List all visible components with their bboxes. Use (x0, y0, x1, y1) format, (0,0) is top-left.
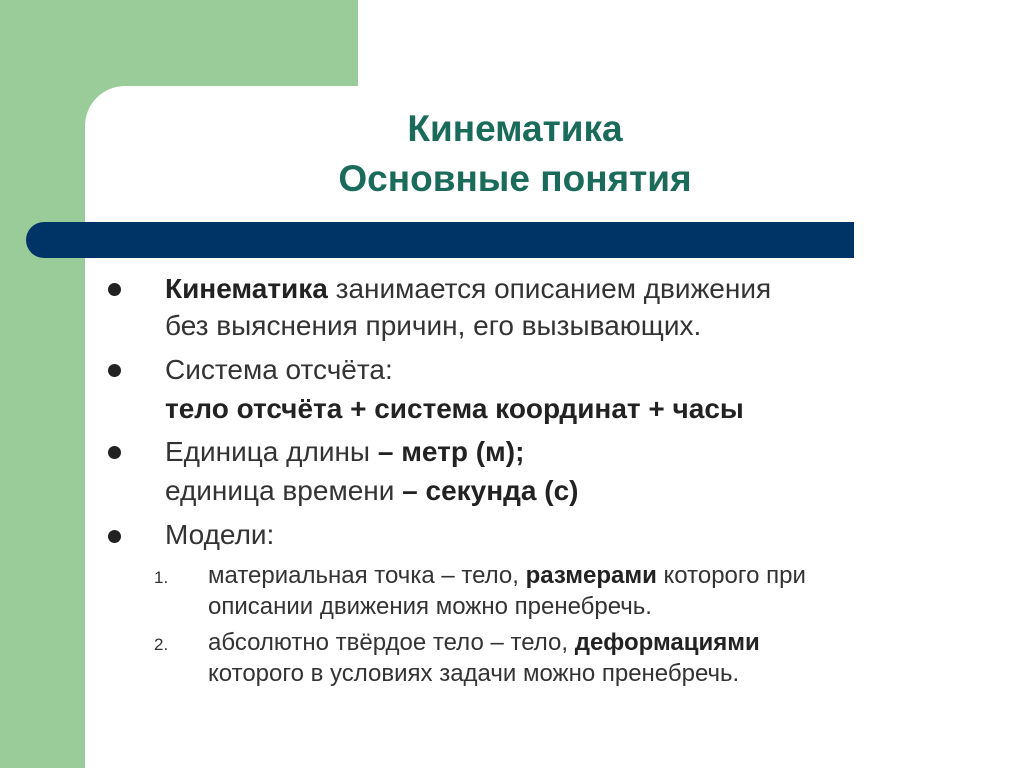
bullet-dot (108, 364, 121, 377)
bullet-dot (108, 446, 121, 459)
model-2-number: 2. (154, 635, 169, 654)
bullet-3-time-label: единица времени (165, 475, 403, 506)
model-1-keyword: размерами (525, 562, 657, 589)
title-line-2: Основные понятия (338, 158, 692, 199)
bullet-1-line-1 (165, 269, 771, 309)
bullet-1-term: Кинематика (165, 273, 328, 304)
bullet-dot (108, 283, 121, 296)
bullet-3-line-1 (165, 432, 524, 472)
model-2-keyword: деформациями (574, 629, 760, 656)
bullet-2-line-2 (165, 389, 744, 429)
title-line-1: Кинематика (407, 108, 623, 149)
model-1-line-1 (208, 559, 806, 593)
bullet-4-line-1: Модели: (165, 519, 275, 550)
bullet-1-line-2: без выяснения причин, его вызывающих. (165, 310, 702, 341)
bullet-1-text: занимается описанием движения (327, 273, 772, 304)
model-1-text-end: которого при (656, 562, 806, 589)
model-1-text: материальная точка – тело, (208, 562, 526, 589)
bullet-3-length-label: Единица длины (165, 436, 378, 467)
model-2-text: абсолютно твёрдое тело – тело, (208, 629, 575, 656)
model-2-line-1 (208, 626, 760, 660)
bullet-dot (108, 530, 121, 543)
model-1-number: 1. (154, 568, 169, 587)
model-1-line-2: описании движения можно пренебречь. (208, 593, 652, 620)
model-2-line-2: которого в условиях задачи можно пренебречь. (208, 660, 740, 687)
bullet-3-time-unit: – секунда (с) (402, 475, 579, 506)
bullet-2-line-1: Система отсчёта: (165, 354, 393, 385)
bullet-3-line-2 (165, 471, 579, 511)
bullet-3-length-unit: – метр (м); (377, 436, 525, 467)
bullet-2-formula: тело отсчёта + система координат + часы (165, 393, 744, 424)
